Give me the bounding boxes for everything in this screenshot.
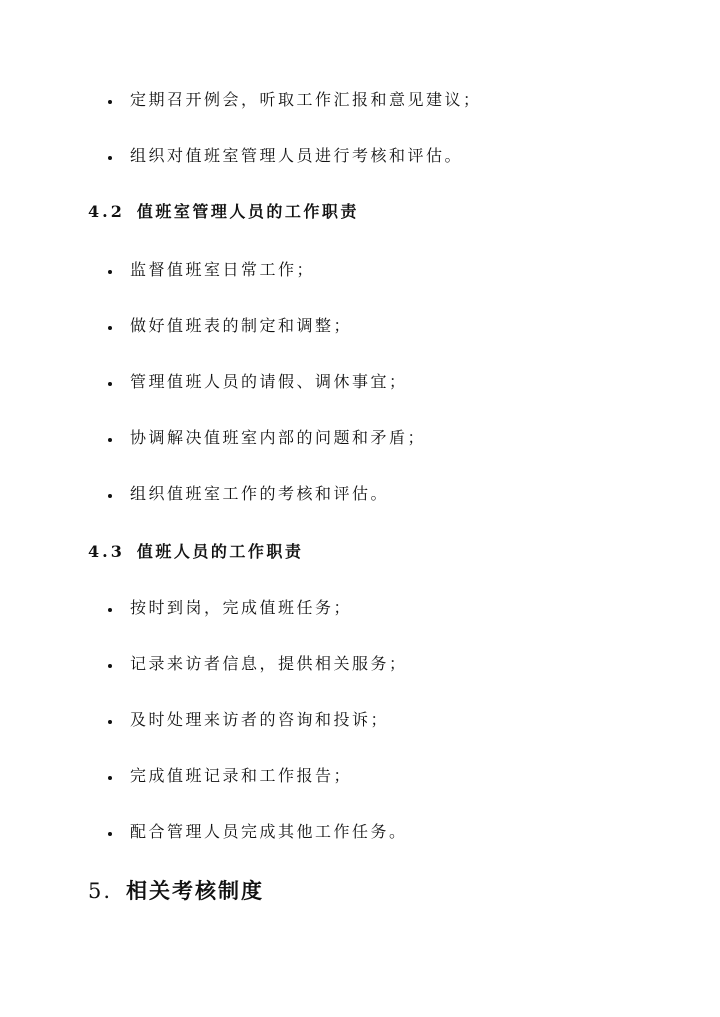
section-number: 4.2 <box>88 202 125 221</box>
list-item <box>108 428 426 448</box>
list-item <box>108 710 389 730</box>
bullet-icon <box>108 776 112 780</box>
list-item-text: 做好值班表的制定和调整； <box>130 316 353 335</box>
bullet-icon <box>108 720 112 724</box>
bullet-icon <box>108 608 112 612</box>
list-item <box>108 822 408 842</box>
bullet-icon <box>108 382 112 386</box>
list-item-text: 监督值班室日常工作； <box>130 260 316 279</box>
list-item <box>108 90 482 110</box>
list-item-text: 组织对值班室管理人员进行考核和评估。 <box>130 146 464 165</box>
list-item-text: 组织值班室工作的考核和评估。 <box>130 484 390 503</box>
section-title: 值班人员的工作职责 <box>136 542 304 561</box>
bullet-icon <box>108 270 112 274</box>
list-item-text: 配合管理人员完成其他工作任务。 <box>130 822 408 841</box>
list-item <box>108 146 463 166</box>
list-item <box>108 260 315 280</box>
list-item-text: 管理值班人员的请假、调休事宜； <box>130 372 408 391</box>
list-item <box>108 484 389 504</box>
list-item <box>108 372 408 392</box>
bullet-icon <box>108 100 112 104</box>
bullet-icon <box>108 664 112 668</box>
section-number: 5. <box>88 879 113 903</box>
bullet-icon <box>108 156 112 160</box>
list-item <box>108 654 408 674</box>
list-item-text: 协调解决值班室内部的问题和矛盾； <box>130 428 427 447</box>
list-item-text: 定期召开例会，听取工作汇报和意见建议； <box>130 90 482 109</box>
list-item-text: 按时到岗，完成值班任务； <box>130 598 353 617</box>
list-item <box>108 316 352 336</box>
section-title: 相关考核制度 <box>126 878 265 903</box>
list-item <box>108 598 352 618</box>
section-heading-5 <box>88 878 264 904</box>
bullet-icon <box>108 326 112 330</box>
bullet-icon <box>108 438 112 442</box>
list-item-text: 记录来访者信息，提供相关服务； <box>130 654 408 673</box>
list-item-text: 完成值班记录和工作报告； <box>130 766 353 785</box>
section-title: 值班室管理人员的工作职责 <box>136 202 359 221</box>
section-heading-4-2 <box>88 202 359 222</box>
bullet-icon <box>108 494 112 498</box>
list-item-text: 及时处理来访者的咨询和投诉； <box>130 710 390 729</box>
section-heading-4-3 <box>88 542 303 562</box>
section-number: 4.3 <box>88 542 125 561</box>
list-item <box>108 766 352 786</box>
bullet-icon <box>108 832 112 836</box>
